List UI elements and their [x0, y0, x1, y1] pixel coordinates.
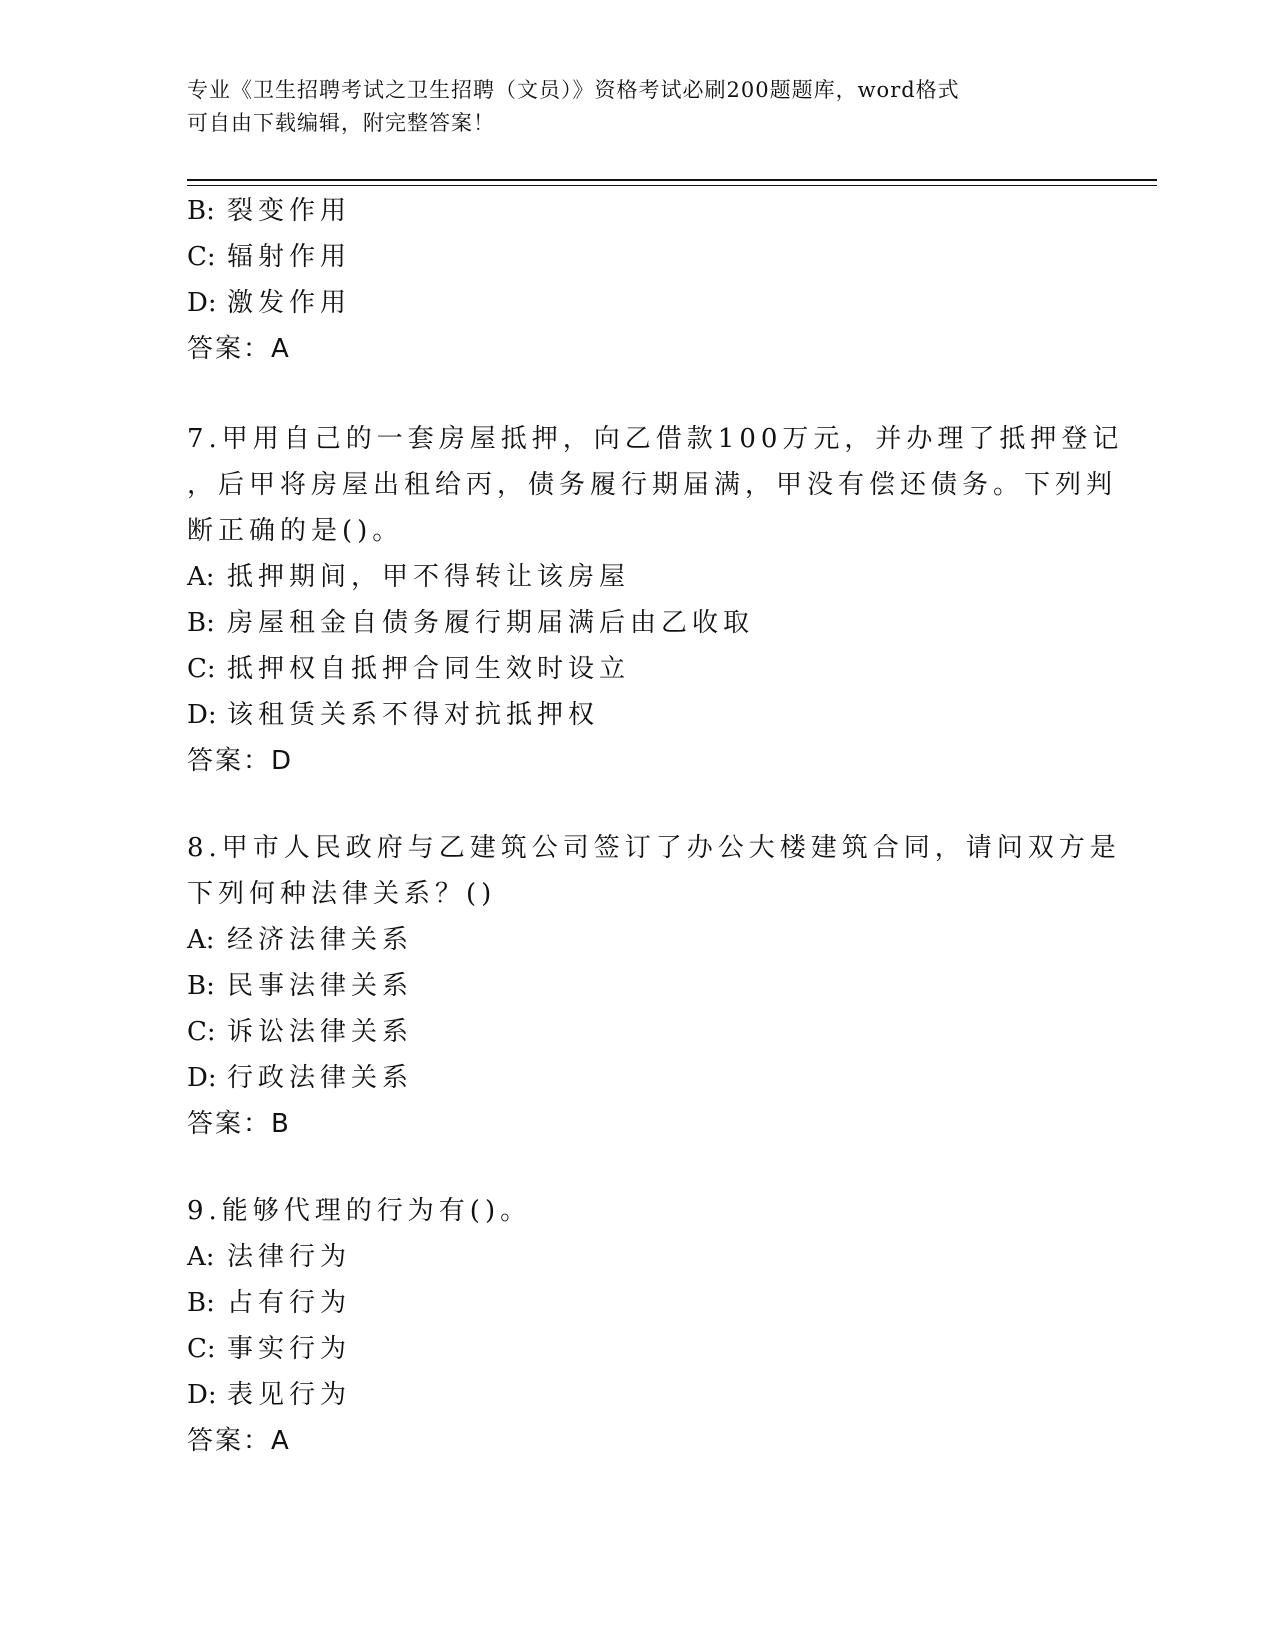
option-row: [187, 188, 1087, 234]
answer-line: 答案：B: [187, 1109, 291, 1139]
option-key: D:: [187, 1380, 217, 1410]
header-rule: [187, 185, 1157, 186]
option-row: [187, 917, 1087, 963]
option-text: 房屋租金自债务履行期届满后由乙收取: [227, 608, 755, 638]
option-text: 法律行为: [227, 1242, 352, 1272]
answer-line: 答案：A: [187, 334, 291, 364]
option-row: [187, 234, 1087, 280]
option-text: 辐射作用: [227, 242, 352, 272]
option-key: A:: [187, 925, 215, 955]
option-key: B:: [187, 971, 215, 1001]
option-key: C:: [187, 242, 216, 272]
option-key: B:: [187, 608, 215, 638]
option-row: [187, 646, 1087, 692]
option-text: 经济法律关系: [227, 925, 414, 955]
option-row: [187, 600, 1087, 646]
option-key: D:: [187, 700, 217, 730]
option-key: A:: [187, 562, 215, 592]
option-key: C:: [187, 654, 216, 684]
question-stem-line: 断正确的是()。: [187, 516, 404, 546]
option-key: B:: [187, 196, 215, 226]
option-key: C:: [187, 1017, 216, 1047]
option-text: 激发作用: [227, 288, 352, 318]
option-text: 占有行为: [227, 1288, 352, 1318]
question-stem-line: 8.甲市人民政府与乙建筑公司签订了办公大楼建筑合同，请问双方是: [187, 833, 1121, 863]
option-row: [187, 1234, 1087, 1280]
question-stem-line: 9.能够代理的行为有()。: [187, 1196, 532, 1226]
option-row: [187, 280, 1087, 326]
option-text: 裂变作用: [227, 196, 352, 226]
option-key: D:: [187, 288, 217, 318]
option-text: 行政法律关系: [227, 1063, 414, 1093]
option-row: [187, 963, 1087, 1009]
question-continued: [187, 188, 1087, 372]
option-row: [187, 1326, 1087, 1372]
option-text: 表见行为: [227, 1380, 352, 1410]
document-header: [187, 74, 1067, 140]
option-text: 抵押期间，甲不得转让该房屋: [227, 562, 631, 592]
question-stem-line: ，后甲将房屋出租给丙，债务履行期届满，甲没有偿还债务。下列判: [187, 470, 1118, 500]
option-key: A:: [187, 1242, 215, 1272]
question-stem-line: 下列何种法律关系？(): [187, 879, 497, 909]
header-rule: [187, 179, 1157, 181]
answer-line: 答案：A: [187, 1426, 291, 1456]
option-row: [187, 1055, 1087, 1101]
header-line: 专业《卫生招聘考试之卫生招聘（文员）》资格考试必刷200题题库，word格式: [187, 78, 960, 102]
question-9: [187, 1188, 1087, 1464]
header-line: 可自由下载编辑，附完整答案！: [187, 111, 495, 135]
option-key: B:: [187, 1288, 215, 1318]
option-row: [187, 692, 1087, 738]
option-text: 民事法律关系: [227, 971, 414, 1001]
option-text: 事实行为: [227, 1334, 352, 1364]
option-text: 抵押权自抵押合同生效时设立: [227, 654, 631, 684]
option-row: [187, 1372, 1087, 1418]
option-row: [187, 1009, 1087, 1055]
option-text: 诉讼法律关系: [227, 1017, 414, 1047]
answer-line: 答案：D: [187, 746, 294, 776]
option-row: [187, 554, 1087, 600]
question-8: [187, 825, 1121, 1147]
option-text: 该租赁关系不得对抗抵押权: [227, 700, 600, 730]
question-7: [187, 416, 1124, 784]
option-key: D:: [187, 1063, 217, 1093]
option-row: [187, 1280, 1087, 1326]
option-key: C:: [187, 1334, 216, 1364]
question-stem-line: 7.甲用自己的一套房屋抵押，向乙借款100万元，并办理了抵押登记: [187, 424, 1124, 454]
